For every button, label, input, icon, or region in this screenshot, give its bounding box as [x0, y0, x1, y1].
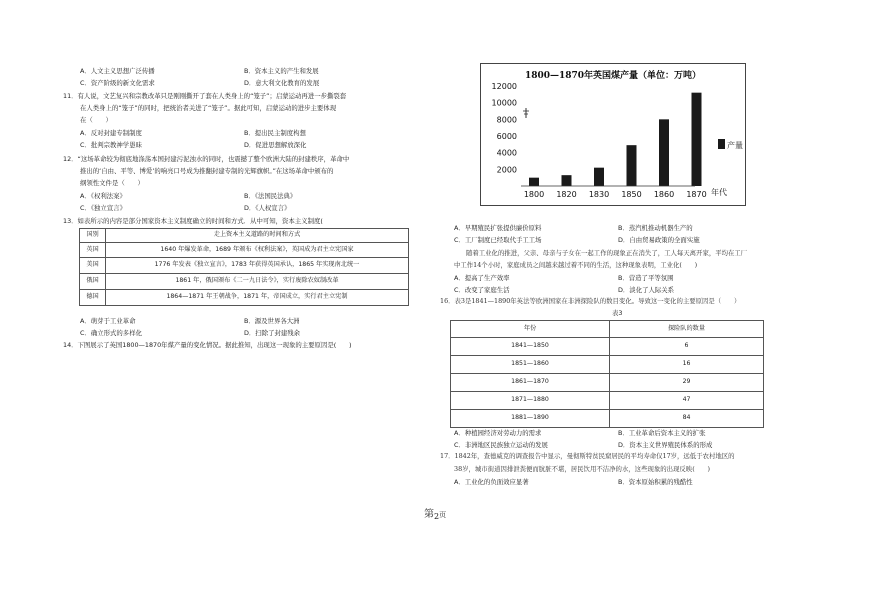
- q13-option-d: D．扫除了封建残余: [244, 329, 301, 337]
- q15-stem-line2: 中工作14个小时，家庭成员之间越来越过着不同的生活，这种现象表明，工业化( ): [454, 261, 698, 269]
- chart-bar: [692, 93, 702, 186]
- q13-header-country: 国别: [80, 229, 106, 243]
- q12-stem-line1: 12．“这场革命较为彻底地涤荡本国封建污泥浊水的同时，也震撼了整个欧洲大陆的封建秩序，革命中: [63, 155, 350, 163]
- q11-stem-line1: 11．有人说，文艺复兴和宗教改革只是刚刚撕开了套在人类身上的“笼子”；启蒙运动再进一步撕裂套: [63, 92, 347, 100]
- chart-title: 1800—1870年英国煤产量（单位：万吨）: [524, 71, 702, 81]
- q10-option-d: D．意大利文化教育的发展: [244, 79, 320, 87]
- y-tick-label: 2000: [496, 165, 517, 175]
- q10-option-a: A．人文主义思想广泛传播: [80, 67, 155, 75]
- y-axis-marker-icon: [523, 108, 529, 118]
- table-row: [80, 290, 409, 306]
- q15-option-a: A．提高了生产效率: [454, 274, 510, 282]
- page-number: [424, 510, 446, 521]
- q13-option-c: C．确立形式的多样化: [80, 329, 142, 337]
- legend-swatch: [718, 139, 725, 149]
- table-cell: 1841—1850: [451, 338, 610, 356]
- q11-option-a: A．反对封建专制制度: [80, 129, 142, 137]
- q15-option-d: D．淡化了人际关系: [618, 286, 675, 294]
- page-num: 2: [434, 512, 440, 521]
- table-cell: 俄国: [80, 274, 106, 290]
- page-prefix: 第: [424, 509, 434, 520]
- page-suffix: 页: [439, 511, 447, 519]
- x-tick-label: 1870: [686, 190, 707, 199]
- table-cell: 1861 年，俄国颁布《二一九日法令》，实行废除农奴制改革: [106, 274, 409, 290]
- table-cell: 1776 年发表《独立宣言》，1783 年获得英国承认，1865 年实现南北统一: [106, 258, 409, 274]
- q16-table: [450, 320, 764, 428]
- q16-option-c: C．非洲地区民族独立运动的发展: [454, 441, 548, 449]
- table-row: [80, 243, 409, 258]
- q12-option-a: A．《权利法案》: [80, 192, 126, 200]
- q17-option-b: B．资本原始积累的残酷性: [618, 478, 693, 486]
- q14-option-b: B．蒸汽机推动机器生产的: [618, 224, 693, 232]
- q13-header-method: 走上资本主义道路的时间和方式: [106, 229, 409, 243]
- q16-stem: 16．表3是1841—1890年英法等欧洲国家在非洲探险队的数目变化。导致这一变化的主要原因是（ ）: [440, 297, 741, 305]
- q12-option-b: B．《法国民法典》: [244, 192, 297, 200]
- q16-header-year: 年份: [451, 321, 610, 338]
- x-tick-label: 1850: [621, 190, 642, 199]
- table-row: [451, 374, 764, 392]
- q10-option-b: B．资本主义的产生和发展: [244, 67, 319, 75]
- chart-bar: [594, 168, 604, 186]
- y-tick-label: 10000: [491, 98, 517, 108]
- q11-stem-line3: 在（ ）: [80, 116, 112, 124]
- q15-stem-line1: 随着工业化的推进，父亲、母亲与子女在一起工作的现象正在消失了，工人每天离开家，平均在工厂: [466, 249, 748, 257]
- table-cell: 47: [610, 392, 764, 410]
- coal-chart: [480, 63, 746, 206]
- table-row: [451, 338, 764, 356]
- table-cell: 1864—1871 年王朝战争，1871 年，帝国成立，实行君主立宪制: [106, 290, 409, 306]
- chart-bar: [562, 175, 572, 186]
- q13-table: [79, 228, 409, 306]
- q16-table-caption: 表3: [612, 309, 623, 317]
- q12-option-d: D．《人权宣言》: [244, 204, 291, 212]
- q17-option-a: A．工业化的负面效应显著: [454, 478, 529, 486]
- table-row: [451, 356, 764, 374]
- table-cell: 美国: [80, 258, 106, 274]
- table-cell: 德国: [80, 290, 106, 306]
- table-cell: 1640 年爆发革命，1689 年颁布《权利法案》，英国成为君主立宪国家: [106, 243, 409, 258]
- q14-stem: 14．下图展示了英国1800—1870年煤产量的变化情况。据此推知，出现这一现象的主要原因是( ): [63, 341, 352, 349]
- table-cell: 1851—1860: [451, 356, 610, 374]
- table-row: [80, 258, 409, 274]
- chart-bar: [627, 145, 637, 186]
- q14-option-d: D．自由贸易政策的全面实施: [618, 236, 700, 244]
- q10-option-c: C．资产阶级的新文化需求: [80, 79, 155, 87]
- y-tick-label: 8000: [496, 115, 517, 125]
- x-tick-label: 1820: [556, 190, 577, 199]
- q11-option-d: D．促进思想解放深化: [244, 141, 307, 149]
- q16-header-count: 探险队的数量: [610, 321, 764, 338]
- table-row: [451, 392, 764, 410]
- q13-option-a: A．萌芽于工业革命: [80, 317, 136, 325]
- table-cell: 16: [610, 356, 764, 374]
- chart-bar: [659, 119, 669, 186]
- y-tick-label: 12000: [491, 82, 517, 91]
- table-cell: 1881—1890: [451, 410, 610, 428]
- q13-option-b: B．源及世界各大洲: [244, 317, 300, 325]
- x-tick-label: 1800: [523, 190, 545, 199]
- q16-option-d: D．资本主义世界殖民体系的形成: [618, 441, 713, 449]
- q11-option-b: B．提出民主制度构想: [244, 129, 306, 137]
- table-cell: 1871—1880: [451, 392, 610, 410]
- q16-option-b: B．工业革命后资本主义的扩张: [618, 429, 706, 437]
- q15-option-b: B．营造了平等氛围: [618, 274, 674, 282]
- q17-stem-line1: 17．1842年，查德威克的调查报告中显示，曼彻斯特贫民窟居民的平均寿命仅17岁，远低于农村地区的: [440, 452, 735, 460]
- q14-option-c: C．工厂制度已经取代手工工场: [454, 236, 542, 244]
- coal-chart-svg: [481, 64, 745, 205]
- table-cell: 英国: [80, 243, 106, 258]
- legend-label: 产量: [727, 141, 743, 150]
- table-row: [451, 410, 764, 428]
- q16-option-a: A．种植园经济对劳动力的需求: [454, 429, 542, 437]
- y-tick-label: 6000: [496, 132, 517, 141]
- table-cell: 84: [610, 410, 764, 428]
- q17-stem-line2: 38岁，城市街道因排泄粪便而肮脏不堪，居民饮用不洁净的水，这些现象的出现反映( ): [454, 465, 710, 473]
- table-cell: 6: [610, 338, 764, 356]
- chart-bar: [529, 178, 539, 186]
- table-cell: 1861—1870: [451, 374, 610, 392]
- x-tick-label: 1830: [588, 190, 610, 199]
- x-tick-label: 1860: [653, 190, 675, 199]
- q11-option-c: C．批判宗教神学愚昧: [80, 141, 142, 149]
- q11-stem-line2: 在人类身上的“笼子”的同时，把统治者关进了“笼子”。据此可知，启蒙运动的进步主要体现: [80, 104, 337, 112]
- q13-stem: 13．如表所示的内容是部分国家资本主义制度确立的时间和方式．从中可知，资本主义制度(: [63, 217, 323, 225]
- q12-stem-line2: 推出的‘自由、平等、博爱’的响亮口号成为推翻封建专制的光辉旗帜。”在这场革命中颁布的: [80, 167, 334, 175]
- table-row: [80, 274, 409, 290]
- q15-option-c: C．改变了家庭生活: [454, 286, 510, 294]
- q14-option-a: A．早期殖民扩张提供廉价原料: [454, 224, 542, 232]
- q12-stem-line3: 纲领性文件是（ ）: [80, 179, 144, 187]
- y-tick-label: 4000: [496, 148, 517, 158]
- q12-option-c: C．《独立宣言》: [80, 204, 126, 212]
- table-cell: 29: [610, 374, 764, 392]
- x-axis-label: 年代: [711, 188, 727, 197]
